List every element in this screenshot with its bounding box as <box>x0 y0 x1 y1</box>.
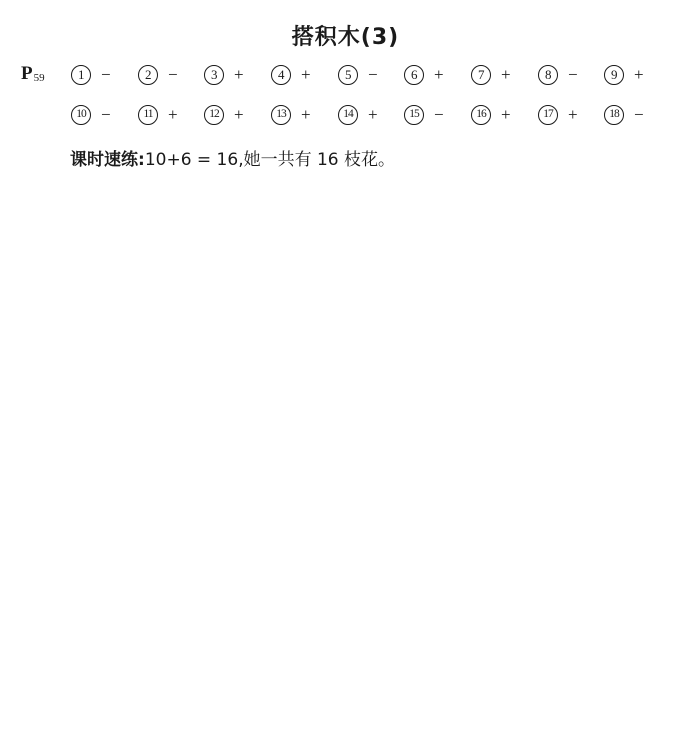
question-number: 17 <box>538 105 558 125</box>
answer-item <box>471 62 513 88</box>
answer-sign: − <box>101 65 111 84</box>
page-number: 59 <box>33 72 45 84</box>
question-number: 14 <box>338 105 358 125</box>
answer-item <box>204 102 246 128</box>
answer-sign: + <box>301 105 311 124</box>
page-prefix: P <box>21 63 33 84</box>
question-number: 12 <box>204 105 224 125</box>
answer-sign: + <box>568 105 578 124</box>
question-number: 2 <box>138 65 158 85</box>
answer-sign: + <box>234 65 244 84</box>
question-number: 11 <box>138 105 158 125</box>
answer-item <box>271 102 313 128</box>
question-number: 13 <box>271 105 291 125</box>
question-number: 3 <box>204 65 224 85</box>
answer-sign: + <box>501 65 511 84</box>
page-title: 搭积木(3) <box>291 25 400 50</box>
answer-sign: − <box>434 105 444 124</box>
answer-row-1 <box>0 62 691 88</box>
answer-item <box>271 62 313 88</box>
answer-sign: − <box>634 105 644 124</box>
answer-sign: + <box>368 105 378 124</box>
answer-row-2 <box>0 102 691 128</box>
practice-answer: 10+6 = 16,她一共有 16 枝花。 <box>144 150 396 170</box>
answer-item <box>538 102 580 128</box>
question-number: 16 <box>471 105 491 125</box>
answer-item <box>404 102 446 128</box>
answer-item <box>338 62 380 88</box>
question-number: 4 <box>271 65 291 85</box>
answer-sign: + <box>434 65 444 84</box>
practice-line <box>70 145 395 170</box>
answer-item <box>138 102 180 128</box>
answer-item <box>204 62 246 88</box>
question-number: 8 <box>538 65 558 85</box>
question-number: 15 <box>404 105 424 125</box>
answer-item <box>604 102 646 128</box>
answer-item <box>338 102 380 128</box>
answer-sign: − <box>168 65 178 84</box>
answer-item <box>538 62 580 88</box>
question-number: 7 <box>471 65 491 85</box>
question-number: 6 <box>404 65 424 85</box>
answer-item <box>71 62 113 88</box>
answer-sign: + <box>234 105 244 124</box>
answer-sign: + <box>634 65 644 84</box>
answer-item <box>138 62 180 88</box>
question-number: 5 <box>338 65 358 85</box>
answer-item <box>71 102 113 128</box>
answer-sign: + <box>168 105 178 124</box>
answer-item <box>604 62 646 88</box>
question-number: 10 <box>71 105 91 125</box>
answer-sign: − <box>368 65 378 84</box>
question-number: 9 <box>604 65 624 85</box>
question-number: 1 <box>71 65 91 85</box>
question-number: 18 <box>604 105 624 125</box>
answer-sign: − <box>101 105 111 124</box>
answer-sign: − <box>568 65 578 84</box>
answer-item <box>471 102 513 128</box>
practice-label: 课时速练: <box>70 150 145 170</box>
answer-sign: + <box>301 65 311 84</box>
answer-item <box>404 62 446 88</box>
answer-sign: + <box>501 105 511 124</box>
